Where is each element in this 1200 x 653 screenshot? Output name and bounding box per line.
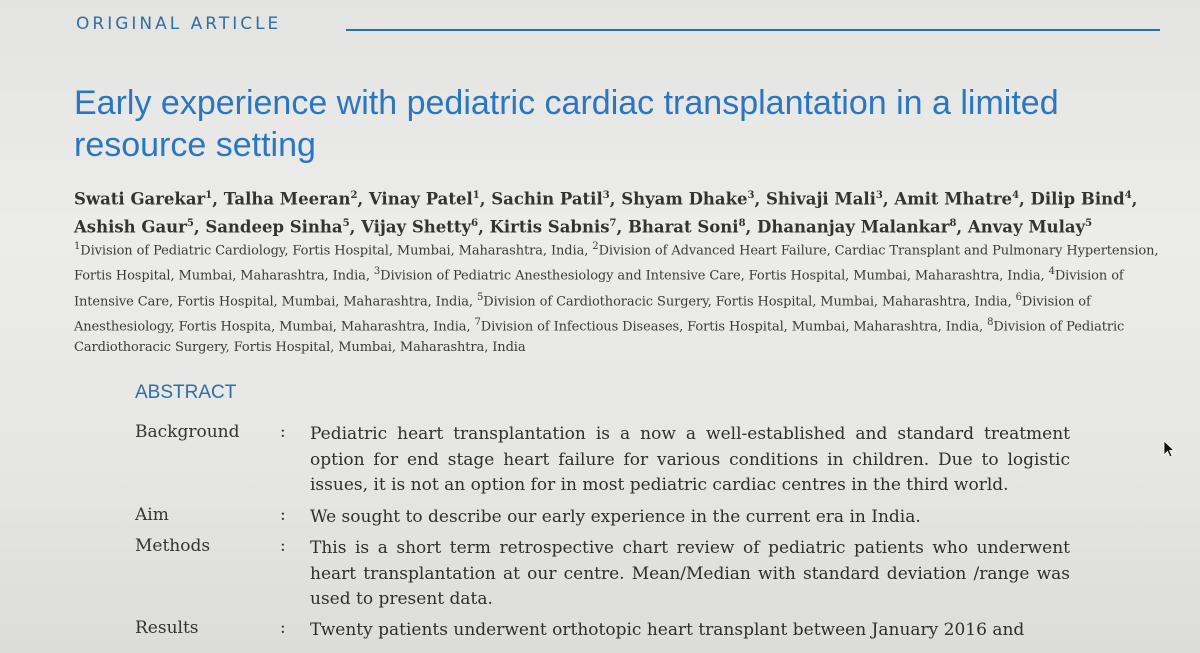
author-affiliation-number: 4 xyxy=(1012,190,1020,201)
author-affiliation-number: 2 xyxy=(350,190,358,201)
affiliation-number: 2 xyxy=(592,241,599,252)
article-type-label: ORIGINAL ARTICLE xyxy=(76,14,282,34)
affiliation-text: Division of Cardiothoracic Surgery, Fortis Hospital, Mumbai, Maharashtra, India, xyxy=(483,293,1016,309)
mouse-pointer-icon xyxy=(1163,440,1175,458)
author-affiliation-number: 8 xyxy=(949,217,957,229)
author-affiliation-number: 8 xyxy=(738,217,746,229)
affiliation-text: Division of Pediatric Cardiothoracic Surgery, Fortis Hospital, Mumbai, Maharashtra, India xyxy=(74,319,1125,356)
author-affiliation-number: 3 xyxy=(602,190,610,201)
abstract-separator: : xyxy=(280,422,286,442)
header-rule xyxy=(346,29,1160,31)
author-name: Vinay Patel xyxy=(368,189,473,209)
affiliation-text: Division of Anesthesiology, Fortis Hospita, Mumbai, Maharashtra, India, xyxy=(74,293,1091,335)
abstract-methods-label: Methods xyxy=(135,536,211,556)
article-title: Early experience with pediatric cardiac transplantation in a limited resource setting xyxy=(74,84,1059,164)
affiliation-number: 7 xyxy=(474,316,481,328)
affiliation-number: 1 xyxy=(74,241,81,252)
article-type-header xyxy=(76,14,1160,36)
author-affiliation-number: 3 xyxy=(747,190,755,201)
abstract-separator: : xyxy=(280,505,286,525)
author-name: Sandeep Sinha xyxy=(205,217,343,236)
author-affiliation-number: 5 xyxy=(186,217,194,229)
abstract-results-label: Results xyxy=(135,618,199,638)
author-affiliation-number: 3 xyxy=(875,190,883,201)
author-affiliation-number: 1 xyxy=(205,190,213,201)
affiliation-number: 6 xyxy=(1015,291,1022,303)
author-name: Dilip Bind xyxy=(1030,189,1125,209)
author-list: Swati Garekar$^1$, Talha Meeran$^2$, Vinay Patel$^1$, Sachin Patil$^3$, Shyam Dhake$^3$, Shivaji Mali$^3$, Amit Mhatre$^4$, Dilip Bind$^4$, Ashish Gaur$^5$, Sandeep Sinha$^5$, Vijay Shetty$^6$, Kirtis Sabnis$^7$, Bharat Soni$^8$, Dhananjay Malankar$^8$, Anvay Mulay$^5$ xyxy=(74,189,1138,236)
affiliation-number: 3 xyxy=(373,266,381,278)
abstract-results-text: Twenty patients underwent orthotopic heart transplant between January 2016 and xyxy=(310,620,1025,640)
author-affiliation-number: 6 xyxy=(471,217,479,229)
affiliation-number: 5 xyxy=(476,291,484,303)
author-name: Vijay Shetty xyxy=(361,217,472,236)
author-name: Swati Garekar xyxy=(74,189,206,209)
author-affiliation-number: 1 xyxy=(472,190,480,201)
abstract-background-text: Pediatric heart transplantation is a now a well-established and standard treatment option for end stage heart failure for various conditions in children. Due to logistic issues, it is not an option for in most pediatric cardiac centres in the third world. xyxy=(310,424,1070,495)
author-affiliation-number: 5 xyxy=(342,217,350,229)
abstract-heading: ABSTRACT xyxy=(135,382,237,403)
author-name: Kirtis Sabnis xyxy=(489,217,610,236)
affiliation-list xyxy=(74,236,1159,358)
author-name: Talha Meeran xyxy=(223,189,351,209)
author-name: Anvay Mulay xyxy=(967,217,1086,236)
abstract-aim-label: Aim xyxy=(135,505,169,525)
abstract-aim-text: We sought to describe our early experience in the current era in India. xyxy=(310,507,921,527)
author-name: Dhananjay Malankar xyxy=(757,217,950,236)
author-name: Ashish Gaur xyxy=(74,217,187,236)
affiliation-text: Division of Advanced Heart Failure, Cardiac Transplant and Pulmonary Hypertension, Fortis Hospital, Mumbai, Maharashtra, India, xyxy=(74,243,1159,284)
abstract-separator: : xyxy=(280,618,286,638)
author-affiliation-number: 7 xyxy=(609,217,617,229)
affiliation-number: 4 xyxy=(1048,266,1055,278)
author-affiliation-number: 5 xyxy=(1085,217,1093,229)
author-name: Shivaji Mali xyxy=(765,189,876,209)
affiliation-number: 8 xyxy=(987,316,994,328)
abstract-background-label: Background xyxy=(135,422,240,442)
author-name: Amit Mhatre xyxy=(894,189,1013,209)
affiliation-text: Division of Infectious Diseases, Fortis Hospital, Mumbai, Maharashtra, India, xyxy=(480,319,988,335)
abstract-separator: : xyxy=(280,536,286,556)
author-name: Sachin Patil xyxy=(491,189,603,209)
affiliation-text: Division of Intensive Care, Fortis Hospital, Mumbai, Maharashtra, India, xyxy=(74,268,1124,309)
author-name: Bharat Soni xyxy=(627,217,739,236)
abstract-methods-text: This is a short term retrospective chart review of pediatric patients who underwent heart transplantation at our centre. Mean/Median with standard deviation /range was used to present data. xyxy=(310,538,1070,609)
affiliation-text: Division of Pediatric Cardiology, Fortis Hospital, Mumbai, Maharashtra, India, xyxy=(80,243,593,259)
author-name: Shyam Dhake xyxy=(621,189,748,209)
author-affiliation-number: 4 xyxy=(1124,190,1132,201)
affiliation-text: Division of Pediatric Anesthesiology and Intensive Care, Fortis Hospital, Mumbai, Maharashtra, India, xyxy=(380,268,1049,284)
